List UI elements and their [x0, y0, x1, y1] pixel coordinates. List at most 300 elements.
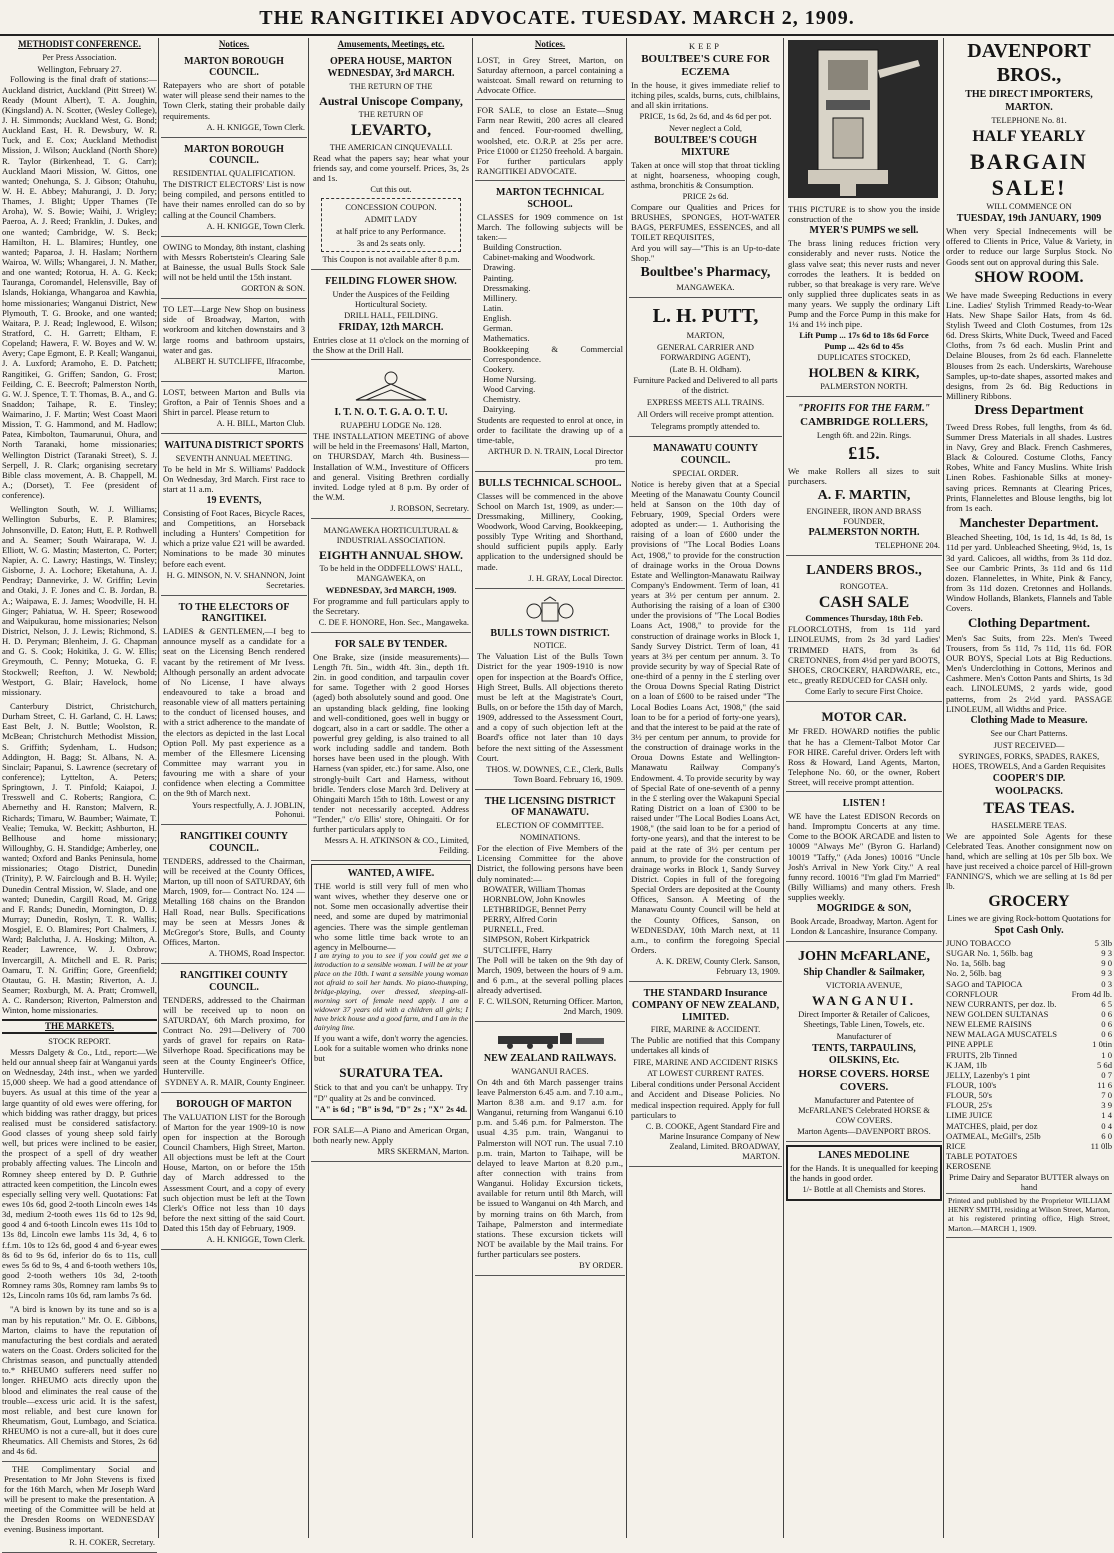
ad-body: Stick to that and you can't be unhappy. Try "D" quality at 2s and be convinced.: [314, 1082, 468, 1103]
grocery-item-price: 11 0lb: [1090, 1140, 1112, 1151]
ad-body: In the house, it gives immediate relief to itching piles, scalds, burns, cuts, chilblains, and all skin irritations.: [631, 79, 780, 111]
ad-body: Manufacturer of: [836, 1032, 892, 1042]
ad-title: RANGITIKEI COUNTY COUNCIL.: [179, 831, 289, 855]
grocery-item-price: 0 4: [1101, 1120, 1112, 1131]
grocery-item: [946, 1080, 1112, 1090]
ad-price: £15.: [848, 442, 880, 463]
byline: Per Press Association.: [42, 52, 117, 62]
ad-headline: CAMBRIDGE ROLLERS,: [800, 415, 928, 428]
ad-feilding-flower-show: [311, 273, 471, 361]
ad-title: MANGAWEKA HORTICULTURAL & INDUSTRIAL ASSOCIATION.: [323, 526, 459, 545]
ad-never: Never neglect a Cold,: [668, 124, 743, 134]
ad-body: WE have the Latest EDISON Records on hand. Impromptu Concerts at any time. Come to the BOOK ARCADE and listen to 10009 "Always Me" (Byron G. Harland) 10019 "Taffy," (Ada Jones) 10016 "Uncle Josh's Arrival in New York City." A real funny record. 10016 "I'm glad I'm Married" (Billy Williams) and many others. Fresh supplies weekly.: [788, 811, 940, 903]
ad-body: Entries close at 11 o'clock on the morning of the Show at the Drill Hall.: [313, 335, 469, 356]
ad-subtitle: THE RETURN OF: [358, 110, 424, 120]
ad-standard-insurance: [629, 985, 782, 1167]
teas-sub: HASELMERE TEAS.: [991, 820, 1067, 830]
ad-events: 19 EVENTS,: [206, 495, 262, 507]
ad-title: FOR SALE BY TENDER.: [334, 639, 448, 651]
grocery-item-name: OATMEAL, McGill's, 25lb: [946, 1130, 1041, 1141]
ad-waituna-sports: [161, 437, 307, 596]
ad-headline: HOLBEN & KIRK,: [808, 364, 920, 380]
ad-subtitle: Length 6ft. and 22in. Rings.: [816, 430, 912, 440]
grocery-item-price: 9 3: [1101, 948, 1112, 959]
ad-place: RONGOTEA.: [839, 581, 889, 591]
ad-subtitle: FIRE, MARINE & ACCIDENT.: [650, 1025, 761, 1035]
markets-heading: THE MARKETS.: [2, 1019, 157, 1034]
ad-subtitle: SEVENTH ANNUAL MEETING.: [175, 453, 293, 463]
ad-date: WEDNESDAY, 3rd MARCH, 1909.: [325, 584, 457, 595]
subject-item: Painting.: [483, 272, 514, 283]
ad-subtitle: RESIDENTIAL QUALIFICATION.: [172, 169, 296, 179]
ad-body: To be held in Mr S. Williams' Paddock On Wednesday, 3rd March. First race to start at 11 a.m.: [163, 463, 305, 494]
ad-subtitle: DUPLICATES STOCKED,: [817, 352, 911, 362]
grocery-item: [946, 1121, 1112, 1131]
subject-item: Chemistry.: [483, 394, 521, 405]
ad-myers-pumps: [786, 38, 942, 397]
ad-title: BULLS TOWN DISTRICT.: [490, 627, 610, 639]
grocery-item-price: 5 3lb: [1094, 938, 1112, 949]
grocery-item-price: 0 6: [1101, 1009, 1112, 1020]
ad-title: I. T. N. O. T. G. A. O. T. U.: [334, 407, 448, 419]
clothing-body: Men's Sac Suits, from 22s. Men's Tweed Trousers, from 5s 11d, 7s 11d, 11s 6d. FOR OUR BOYS, Special Lots at Big Reductions. Men's Underclothing in Cottons, Merinos and Cashmere. Men's Cotton Pants and Shirts, 1s 3d each. LINOLEUMS, 2 yards wide, good patterns, from 2s 2½d yard. PASSAGE LINOLEUM, all Widths and Price.: [946, 632, 1112, 714]
ad-body: THIS PICTURE is to show you the inside construction of the: [788, 204, 940, 225]
ad-prices: Lift Pump ... 17s 6d to 18s 6d Force Pump ... 42s 6d to 45s: [799, 330, 929, 351]
ad-signature: SYDNEY A. R. MAIR, County Engineer.: [165, 1077, 305, 1087]
column-4: [475, 38, 625, 1538]
imprint-text: Printed and published by the Proprietor WILLIAM HENRY SMITH, residing at Wilson Street, Marton, at his registered printing office, High Street, Marton.—MARCH 1, 1909.: [948, 1196, 1110, 1233]
ad-edison-records: [786, 795, 942, 942]
ad-title: BULLS TECHNICAL SCHOOL.: [478, 477, 622, 489]
ad-body: Read what the papers say; hear what your friends say, and come yourself. Prices, 3s, 2s and 1s.: [313, 152, 469, 184]
ad-borough-valuation: [161, 1096, 307, 1250]
grocery-item: [946, 1009, 1112, 1019]
ad-body: Manufacturer and Patentee of McFARLANE'S Celebrated HORSE & COW COVERS.: [798, 1095, 930, 1125]
ad-headline: L. H. PUTT,: [652, 305, 759, 328]
ad-wanted-a-wife: [311, 864, 471, 1120]
ad-electors-rangitikei: [161, 599, 307, 826]
ad-place: PALMERSTON NORTH.: [820, 382, 908, 391]
ad-headline: EIGHTH ANNUAL SHOW.: [319, 547, 463, 562]
ad-body: FOR SALE—A Piano and American Organ, both nearly new. Apply: [313, 1124, 469, 1145]
ad-headline: A. F. MARTIN,: [817, 488, 911, 504]
ad-subtitle: GENERAL CARRIER AND FORWARDING AGENT),: [657, 342, 754, 362]
ad-subtitle: THE RETURN OF THE: [349, 82, 433, 92]
ad-title: LISTEN !: [842, 798, 886, 810]
davenport-title: DAVENPORT BROS.,: [967, 40, 1091, 86]
ad-stock-sale: [161, 240, 307, 299]
ad-marton-technical: [475, 184, 625, 472]
column-6: [786, 38, 942, 1538]
ad-title: MARTON BOROUGH COUNCIL.: [184, 55, 284, 79]
manchester-heading: Manchester Department.: [959, 514, 1099, 530]
grocery-item: [946, 1090, 1112, 1100]
rheumo-notice: "A bird is known by its tune and so is a man by his reputation." Mr. O. E. Gibbons, Marton, claims to have the reputation of manufacturing the best cordials and aerated waters on the Coast. Orders solicited for the Christmas season, and punctually attended to.* RHEUMO sufferers need suffer no longer. RHEUMO acts directly upon the blood and eliminates the real cause of the trouble—excess uric acid. It is the safest, most reliable, and best cure known for Rheumatism, Gout, Lumbago, and Sciatica. RHEUMO is not a cure-all, but it does cure Rheumatics. All Chemists and Stores, 2s 6d and 4s 6d.: [2, 1304, 157, 1457]
ad-title: FEILDING FLOWER SHOW.: [325, 275, 457, 287]
ad-body: THE world is still very full of men who want wives, whether they deserve one or not. Some men occasionally advertise their need, and some are duped by matrimonial agencies. There was the simple gentleman who some little time back wrote to an agency in Melbourne—: [314, 881, 468, 952]
ad-marton-electors: [161, 141, 307, 237]
ad-body: TENDERS, addressed to the Chairman, will be received at the County Offices, Marton, up till noon of SATURDAY, 6th March, 1909, for— Contract No. 124 — Metalling 168 chains on the Brandon Hall Road, near Bulls. Specifications may be seen at Messrs Jones & McGregor's Store, Bulls, and County Offices, Marton.: [163, 855, 305, 948]
ad-lh-putt: [629, 301, 782, 437]
ad-subtitle: WANGANUI RACES.: [511, 1066, 589, 1076]
grocery-item: [946, 989, 1112, 999]
ad-subtitle: RUAPEHU LODGE No. 128.: [340, 421, 442, 431]
woolpacks-heading: WOOLPACKS.: [995, 786, 1063, 798]
ad-body: LADIES & GENTLEMEN,—I beg to announce myself as a candidate for a seat on the Licensing Bench rendered vacant by the retirement of Mr Ivess. Although personally an ardent advocate of No License, I have always endeavoured to take a broad and reasonable view of all matters pertaining to the conduct of licensed houses, and with a strict adherence to the mandate of the electors as depicted in the last Local Option Poll. My past experience as a member of the Ellesmere Licensing Committee may warrant you in favouring me with a share of your confidence when electing a Committee on the 9th of March next.: [163, 626, 305, 799]
ad-headline: CASH SALE: [818, 593, 910, 611]
received-heading: JUST RECEIVED—: [993, 740, 1065, 750]
ad-boultbee-pharmacy: [629, 38, 782, 298]
teas-body: We are appointed Sole Agents for these Celebrated Teas. Another consignment now on hand, which are selling at 10s per 5lb box. We have just received a choice parcel of Hill-grown FANNING'S, which we are selling at 1s 8d per lb.: [946, 830, 1112, 892]
ad-body: For programme and full particulars apply to the Secretary.: [313, 595, 469, 617]
ad-subtitle: NOMINATIONS.: [519, 833, 581, 843]
subject-list: [477, 242, 623, 414]
grocery-item: [946, 1019, 1112, 1029]
ad-signature: C. DE F. HONORE, Hon. Sec., Mangaweka.: [318, 618, 469, 628]
ad-body: Compare our Qualities and Prices for BRUSHES, SPONGES, HOT-WATER BAGS, PERFUMES, ESSENCES, and all TOILET REQUISITES,: [631, 202, 780, 243]
ad-title: MARTON TECHNICAL SCHOOL.: [496, 187, 604, 210]
ad-title: BOROUGH OF MARTON: [176, 1098, 292, 1110]
ad-signature: BY ORDER.: [579, 1261, 623, 1271]
column-7: [946, 38, 1112, 1538]
column-5: [629, 38, 782, 1538]
grocery-item-name: SUGAR No. 1, 56lb. bag: [946, 948, 1033, 959]
grocery-item: [946, 979, 1112, 989]
ad-subtitle: (Late B. H. Oldham).: [669, 364, 742, 374]
notices-heading: Notices.: [218, 39, 250, 49]
coupon-line: ADMIT LADY: [364, 215, 418, 225]
grocery-item-name: No. 1a, 56lb. bag: [946, 958, 1006, 969]
grocery-item-price: 1 0tin: [1092, 1039, 1112, 1050]
pump-illustration-icon: [788, 40, 938, 198]
grocery-item-price: 0 6: [1101, 1029, 1112, 1040]
ad-headline: JOHN McFARLANE,: [798, 948, 930, 964]
dateline: Wellington, February 27.: [37, 64, 122, 74]
ad-subtitle: Commences Thursday, 18th Feb.: [805, 614, 923, 624]
ad-title: OPERA HOUSE, MARTON: [330, 55, 452, 67]
imprint: [946, 1193, 1112, 1238]
measure-heading: Clothing Made to Measure.: [970, 714, 1088, 726]
coupon-price: 3s and 2s seats only.: [356, 239, 426, 248]
davenport-telephone: TELEPHONE No. 81.: [991, 115, 1067, 125]
ad-title: TO THE ELECTORS OF RANGITIKEI.: [178, 601, 290, 625]
ad-ruapehu-lodge: [311, 363, 471, 519]
ad-body: CLASSES for 1909 commence on 1st March. The following subjects will be taken:—: [477, 211, 623, 243]
coat-of-arms-icon: [520, 597, 580, 625]
ad-body: Classes will be commenced in the above School on March 1st, 1909, as under:—Dressmaking, Millinery, Cooking, Woodwork, Wood Carving, Bookkeeping, possibly Type Writing and Shorthand, should sufficient pupils apply. Early application to the undersigned should be made.: [477, 490, 623, 572]
davenport-place: MARTON.: [1005, 101, 1053, 113]
grocery-item-name: FLOUR, 50's: [946, 1090, 992, 1101]
clothing-heading: Clothing Department.: [967, 615, 1091, 631]
subject-item: Millinery.: [483, 292, 518, 303]
subject-item: Mathematics.: [483, 333, 530, 344]
grocery-item-name: CORNFLOUR: [946, 988, 999, 999]
ad-place: PALMERSTON NORTH.: [808, 527, 920, 539]
manchester-body: Bleached Sheeting, 10d, 1s 1d, 1s 4d, 1s 8d, 1s 11d per yard. Unbleached Sheeting, 9½d, 1s, 1s 3d yard. Calicoes, all widths, from 3s 11d doz. See our Cambric Prints, 3s 11d and 6s 11d dozen. Flannelettes, in White, Pink & Fancy, from 3s 11d dozen. Cretonnes and Hollands. Window Hollands, Blankets, Flannels and Table Covers.: [946, 532, 1112, 614]
grocery-item-price: 5 6d: [1096, 1059, 1112, 1070]
ad-place: MANGAWEKA.: [676, 283, 735, 293]
ad-body: Liberal conditions under Personal Accident and Accident and Disease Policies. No medical inspection required. Apply for full particulars to: [631, 1079, 780, 1120]
ad-to-let: [161, 302, 307, 382]
ad-bulls-technical: [475, 475, 625, 589]
grocery-item: [946, 1039, 1112, 1049]
grocery-item-price: 6 0: [1101, 1130, 1112, 1141]
ad-subtitle: NOTICE.: [533, 641, 567, 651]
ad-county-tender-2: [161, 967, 307, 1093]
dress-body: Tweed Dress Robes, full lengths, from 4s 6d. Summer Dress Materials in all shades. Lustres in Navy, Grey and Black. French Cashmeres, Black & Coloured. Costume Cloths, Fancy Robes, White and Fancy Muslins. White Irish Linen Robes. Fashionable Silks at money-saving prices. Remnants at Clearing Prices, Prints, Flannelettes and Blouse lengths, big lot from 1s each.: [946, 421, 1112, 513]
ad-body: TENDERS, addressed to the Chairman will be received up to noon on SATURDAY, 6th March proximo, for Contract No. 291—Delivery of 700 yards of gravel for repairs on Rata-Silverhope Road. Specifications may be seen at the County Engineer's Office, Hunterville.: [163, 994, 305, 1076]
grocery-item-price: 3 9: [1101, 1100, 1112, 1111]
ad-lost-shoes: [161, 385, 307, 434]
grocery-item-name: PINE APPLE: [946, 1039, 994, 1050]
ad-body: LOST, between Marton and Bulls via Grofton, a Pair of Tennis Shoes and a Shirt in parcel. Please return to: [163, 386, 305, 417]
ad-manawatu-county: [629, 440, 782, 982]
ad-title: THE STANDARD Insurance COMPANY OF NEW ZEALAND, LIMITED.: [631, 987, 780, 1023]
ad-signature: Messrs A. H. ATKINSON & CO., Limited, Feilding.: [324, 836, 469, 856]
grocery-item: [946, 999, 1112, 1009]
grocery-item-name: MATCHES, plaid, per doz: [946, 1120, 1038, 1131]
ad-title: TENTS, TARPAULINS, OILSKINS, Etc.: [812, 1043, 916, 1066]
masthead-title: THE RANGITIKEI ADVOCATE. TUESDAY. MARCH 2, 1909.: [259, 7, 855, 29]
grocery-item-name: FLOUR, 25's: [946, 1100, 992, 1111]
ad-place: WANGANUI.: [812, 993, 916, 1009]
ad-headline: Boultbee's Pharmacy,: [640, 264, 771, 280]
masonic-emblem-icon: [346, 368, 436, 404]
ad-body: Notice is hereby given that at a Special Meeting of the Manawatu County Council held at Sanson on the 10th day of February, 1909, Special Orders were adopted as under:— 1. Authorising the raising of a loan of £600 under the provisions of "The Local Bodies Loans Act, 1908," to provide for the construction of drainage works in the Oroua Downs Estate and Wellington-Manawatu Railway Company's Endowment. Term of loan, 41 years at 3½ per centum per annum. 2. Authorising the raising of a loan of £300 under the provisions of "The Local Bodies Loans Act, 1908," to provide for the construction of drainage works in Block 1, Sandy Survey District. Term of loan, 41 years at 3½ per centum per annum. 3. To provide security by way of Special Rate of one-third of a penny in the £ sterling over the Oroua Downs Special Rating District on a loan of £600 to be raised under "The Local Bodies Loans Act, 1908," (the said loan to be for a period of forty-one years), and that the interest to be paid at the rate of 3½ per centum per annum, to provide for the construction of drainage works in the Oroua Downs Estate and Wellington-Manawatu Railway Company's Endowment. 4. To provide security by way of Special Rate of one-seventh of a penny in the £ sterling over the Wakapuni Special Rating District on a loan of £300 to be raised under "The Local Bodies Loans Act, 1908," (the said loan to be for a period of forty-one years), and that the interest to be paid at the rate of 3½ per centum per annum, to provide for the construction of drainage works in Block 1, Sandy Survey District. Copies in full of the foregoing Special Orders are deposited at the County Offices, Sanson. A Meeting of the Manawatu County Council will be held at the County Offices, Sanson, on WEDNESDAY, 10th March next, at 11 a.m., to confirm the foregoing Special Orders.: [631, 478, 780, 955]
subject-item: Building Construction.: [483, 242, 562, 253]
ad-title: NEW ZEALAND RAILWAYS.: [483, 1053, 617, 1065]
ad-body: The Valuation List of the Bulls Town District for the year 1909-1910 is now open for inspection at the Board's Office, High Street, Bulls. All objections thereto must be left at the Magistrate's Court, Bulls, on or before the 15th day of March, 1909, addressed to the Assessment Court, and a copy of such objection left at the Board's office not later than 10 days before the next sitting of the Assessment Court.: [477, 651, 623, 763]
ad-lost-waistcoat: [475, 53, 625, 101]
ad-nz-railways: [475, 1025, 625, 1276]
ad-subtitle: VICTORIA AVENUE,: [825, 981, 903, 991]
ad-subtitle: ELECTION OF COMMITTEE.: [496, 821, 604, 831]
ad-body: The Public are notified that this Company undertakes all kinds of: [631, 1035, 780, 1056]
column-3: [311, 38, 471, 1538]
grocery-item-name: NEW GOLDEN SULTANAS: [946, 1009, 1049, 1020]
ad-title: BOULTBEE'S CURE FOR ECZEMA: [641, 52, 770, 78]
ad-motor-car: [786, 705, 942, 792]
subject-item: Drawing.: [483, 262, 516, 273]
ad-signature: J. ROBSON, Secretary.: [390, 504, 469, 514]
ad-title: MYER'S PUMPS we sell.: [809, 225, 919, 237]
grocery-item-price: 9 3: [1101, 968, 1112, 979]
ad-body: Students are requested to enrol at once, in order to facilitate the drawing up of a time-table,: [477, 414, 623, 445]
grocery-item-price: 6 5: [1101, 998, 1112, 1009]
grocery-item-price: 9 0: [1101, 958, 1112, 969]
ad-title: "PROFITS FOR THE FARM.": [797, 402, 931, 414]
ad-body: If you want a wife, don't worry the agencies. Look for a suitable women who drinks none but: [314, 1032, 468, 1063]
ad-body: for the Hands. It is unequalled for keeping the hands in good order.: [790, 1163, 938, 1184]
ad-opera-house: [311, 53, 471, 270]
ad-signature: A. H. BILL, Marton Club.: [216, 419, 305, 429]
social-notice: THE Complimentary Social and Presentation to Mr John Stevens is fixed for the 16th March, when Mr Joseph Ward will be present to make the presentation. A meeting of the Committee will be held at the Dresden Rooms on WEDNESDAY evening. Business important.: [4, 1463, 155, 1535]
stock-heading: STOCK REPORT.: [48, 1036, 111, 1046]
ad-note: This Coupon is not available after 8 p.m.: [322, 254, 460, 264]
ad-mangaweka-show: [311, 522, 471, 633]
davenport-subtitle: THE DIRECT IMPORTERS,: [965, 89, 1093, 101]
grocery-item: [946, 1110, 1112, 1120]
grocery-item: [946, 1161, 1112, 1171]
grocery-body: Lines we are giving Rock-bottom Quotations for: [947, 914, 1111, 924]
ad-body: Under the Auspices of the Feilding Horticultural Society.: [332, 289, 450, 309]
nominee-item: HORNBLOW, John Knowles: [483, 893, 586, 904]
ad-body: Telegrams promptly attended to.: [651, 422, 760, 432]
grocery-item-name: No. 2, 56lb. bag: [946, 968, 1002, 979]
ad-cambridge-rollers: [786, 400, 942, 556]
ad-price: PRICE 2s 6d.: [682, 192, 729, 202]
coupon-title: CONCESSION COUPON.: [345, 203, 437, 213]
column-2: [161, 38, 307, 1538]
ad-signature: H. G. MINSON, N. V. SHANNON, Joint Secretaries.: [166, 570, 305, 590]
commence-line: WILL COMMENCE ON: [986, 202, 1072, 212]
grocery-item-name: KEROSENE: [946, 1161, 991, 1172]
grocery-item: [946, 1100, 1112, 1110]
ad-body: Mr FRED. HOWARD notifies the public that he has a Clement-Talbot Motor Car FOR HIRE. Careful driver. Orders left with Ross & Howard, Land Agents, Marton, Telephone No. 60, or the owner, Robert Street, will receive prompt attention.: [788, 726, 940, 788]
ad-signature: A. H. KNIGGE, Town Clerk.: [206, 1235, 305, 1245]
ad-signature: ARTHUR D. N. TRAIN, Local Director pro tem.: [487, 446, 623, 466]
ad-headline: SURATURA TEA.: [339, 1065, 443, 1081]
subject-item: Latin.: [483, 303, 504, 314]
subject-item: English.: [483, 313, 512, 324]
ad-sale-by-tender: [311, 636, 471, 861]
ad-signature: A. THOMS, Road Inspector.: [208, 949, 305, 959]
ad-body: We make Rollers all sizes to suit purchasers.: [788, 465, 940, 486]
ad-signature: MRS SKERMAN, Marton.: [377, 1147, 469, 1157]
half-yearly-headline: HALF YEARLY: [972, 127, 1086, 145]
grocery-item-name: FLOUR, 100's: [946, 1080, 997, 1091]
ad-body: The VALUATION LIST for the Borough of Marton for the year 1909-10 is now open for inspection at the Borough Council Chambers, High Street, Marton. All objections must be left at the Court House, Marton, on or before the 15th day of March addressed to the Assessment Court, and a copy of every such objection must be left at the Town Clerk's Office not less than 10 days before the next sitting of the said Court. Dated this 15th day of February, 1909.: [163, 1111, 305, 1234]
ad-signature: A. H. KNIGGE, Town Clerk.: [206, 221, 305, 231]
ad-body: Come Early to secure First Choice.: [805, 687, 923, 697]
grocery-item-price: From 4d lb.: [1071, 988, 1112, 999]
ad-body: Taken at once will stop that throat tickling at night, hoarseness, whooping cough, asthma, bronchitis & Consumption.: [631, 159, 780, 190]
subject-item: Wood Carving.: [483, 384, 536, 395]
ad-county-tender-1: [161, 828, 307, 964]
measure-sub: See our Chart Patterns.: [990, 728, 1068, 738]
ad-title: MARTON BOROUGH COUNCIL.: [184, 143, 284, 167]
bargain-sale-headline: BARGAIN SALE!: [970, 148, 1088, 200]
grocery-item-price: 11 6: [1097, 1080, 1112, 1091]
ad-piano-sale: [311, 1123, 471, 1162]
grocery-item: [946, 1029, 1112, 1039]
grocery-item-name: TABLE POTATOES: [946, 1151, 1018, 1162]
grocery-item-name: NEW CURRANTS, per doz. lb.: [946, 998, 1057, 1009]
column-rule: [783, 38, 784, 1538]
coupon-body: at half price to any Performance.: [336, 227, 446, 237]
article-paragraph: Canterbury District, Christchurch, Durham Street, C. H. Garland, C. H. Laws; East Belt, J. N. Buttle; Woolston, R. McBean; Christchurch Methodist Mission, S. Griffith; Sydenham, L. Hudson; Addington, H. Bagg; St. Albans, N. A. Sinclair; Papanui, S. Lawrence (secretary of conference); Lyttelton, A. Peters; Springtown, J. T. Pinfold; Kaiapoi, J. Tresswell and C. Roberts; Rangiora, C. Abernethy and H. Ranston; Malvern, R. Richards; Timaru, W. Baumber; Waimate, T. Vealie; Temuka, W. Beckitt; Ashburton, H. Bellhouse and home missionary; Willoughby, G. H. Standidge; Amberley, one wanted; Oxford and Banks Peninsula, home missionaries; Otago District, Dunedin (Trinity), P. W. Fairclough and B. H. Wyile; Dunedin Central Mission, W. Slade, and one wanted; Dunedin, Cargill Road, M. Grigg and F. Rands; Dunedin, Mornington, D. J. Murray; Dunedin, Roslyn, T. R. Wallis; Mosgiel, E. O. Blamires; Port Chalmers, J. Ward; Balclutha, J. A. Hosking; Milton, A. Reader; Lawrence, W. J. Oxbrow; Invercargill, A. Mitchell and E. R. Paris; Oamaru, T. N. Griffin; Gore, Greenfield; Otautau, G. H. Mastin; Riverton, A. J. Seamer; Roxburgh, M. A. Pratt; Cromwell, A. C. Randerson; Riverton, Palmerston and Winton, home missionaries.: [2, 701, 157, 1016]
ad-body: Direct Importer & Retailer of Calicoes, Sheetings, Table Linen, Towels, etc.: [798, 1010, 930, 1030]
nominee-item: BOWATER, William Thomas: [483, 883, 586, 894]
subject-item: Home Nursing.: [483, 374, 536, 384]
ad-body: Ard you will say—"This is an Up-to-date Shop.": [631, 242, 780, 263]
ad-subtitle: SPECIAL ORDER.: [672, 468, 739, 478]
butter-line: Prime Dairy and Separator BUTTER always on hand: [948, 1173, 1110, 1193]
ad-body: Ratepayers who are short of potable water will please send their names to the Town Clerk, stating their probable daily requirements.: [163, 80, 305, 121]
grocery-item-name: JELLY, Lazenby's 1 pint: [946, 1069, 1031, 1080]
ad-subtitle: FIRE, MARINE AND ACCIDENT RISKS: [633, 1057, 778, 1067]
ad-headline: Austral Uniscope Company,: [319, 94, 463, 109]
conference-heading: METHODIST CONFERENCE.: [18, 39, 141, 49]
ad-headline: LEVARTO,: [350, 122, 432, 140]
article-paragraph: Wellington South, W. J. Williams; Wellington Suburbs, E. P. Blamires; Johnsonville, D. Eaton; Hutt, E. P. Rothwell and A. Seamer; South Wairarapa, W. J. Elliott, W. G. Mastin; Masterton, C. Porter; Napier, A. C. Lawry; Hastings, W. Tinsley; Gisborne, J. A. Lochore; Eketahuna, A. J. Pendray; Dannevirke, J. W. Griffin; Levin and Otaki, J. F. Jones and C. B. Jordan, B. A.; Waipawa, E. J. James; Woodville, H. H. Ginger; Pahiatua, W. H. Speer; Rosewood and Waipukurau, home missionaries; Nelson District, Nelson, J. J. Lewis; Richmond, S. H. D. Peryman; Blenheim, J. G. Chapman and G. S. Cook; Hokitika, J. G. W. Ellis; Greymouth, C. Penny; Motueka, G. F. Stockwell; Reefton, J. W. Newbold; Westport, G. Blair; Havelock, home missionary.: [2, 504, 157, 697]
ad-body: LOST, in Grey Street, Marton, on Saturday afternoon, a parcel containing a waistcoat. Small reward on returning to Advocate Office.: [477, 54, 623, 96]
ad-signature: J. H. GRAY, Local Director.: [528, 573, 623, 583]
ad-title: THE LICENSING DISTRICT OF MANAWATU.: [484, 795, 616, 819]
ad-title: WANTED, A WIFE.: [347, 868, 435, 880]
grocery-item: [946, 938, 1112, 948]
ad-signature: A. H. KNIGGE, Town Clerk.: [206, 122, 305, 132]
ad-signature: THOS. W. DOWNES, C.E., Clerk, Bulls Town Board. February 16, 1909.: [486, 764, 623, 784]
ad-title: WAITUNA DISTRICT SPORTS: [164, 439, 304, 451]
ad-body: FLOORCLOTHS, from 1s 11d yard LINOLEUMS, from 2s 3d yard Ladies' TRIMMED HATS, from 3s 6d CRETONNES, from 4½d per yard BOOTS, SHOES, CROCKERY, HARDWARE, etc., etc., greatly REDUCED for CASH only.: [788, 624, 940, 686]
nominee-list: [477, 884, 623, 955]
coopers-heading: COOPER'S DIP.: [992, 773, 1066, 785]
ad-body: The brass lining reduces friction very considerably and never rusts. Notice the glass valve seat; this never rusts and never corrodes the leathers. It is bedded on rubber, so that breakage is very rare. We've only supplied three duplicates seats in as many years. We supply the ordinary Lift Pump and the Force Pump in this make for 1¼ and 1½ inch pipe.: [788, 238, 940, 330]
subject-item: Dairying.: [483, 404, 516, 415]
grocery-item: [946, 948, 1112, 958]
grocery-item: [946, 1131, 1112, 1141]
ad-body: The DISTRICT ELECTORS' List is now being compiled, and persons entitled to have their names enrolled can do so by calling at the Council Chambers.: [163, 179, 305, 220]
column-rule: [472, 38, 473, 1538]
ad-signature: A. K. DREW, County Clerk. Sanson, February 13, 1909.: [655, 957, 780, 977]
ad-venue: DRILL HALL, FEILDING.: [344, 311, 438, 321]
ad-body: OWING to Monday, 8th instant, clashing with Messrs Robertstein's Clearing Sale at Bainesse, the usual Bulls Stock Sale will not be held until the 15th instant.: [163, 241, 305, 283]
ad-landers-bros: [786, 559, 942, 702]
ad-body: The Poll will be taken on the 9th day of March, 1909, between the hours of 9 a.m. and 6 p.m., at the several polling places already advertised.: [477, 954, 623, 996]
dress-heading: Dress Department: [974, 403, 1084, 419]
ad-body: Book Arcade, Broadway, Marton. Agent for London & Lancashire, Insurance Company.: [790, 917, 938, 937]
ad-headline: LANDERS BROS.,: [806, 563, 922, 579]
grocery-heading: GROCERY: [988, 893, 1070, 911]
ad-subtitle: Ship Chandler & Sailmaker,: [803, 967, 925, 979]
column-rule: [626, 38, 627, 1538]
ad-licensing-district: [475, 793, 625, 1022]
ad-body: On 4th and 6th March passenger trains leave Palmerston 6.45 a.m. and 7.10 a.m., Marton 8.38 a.m. and 9.17 a.m. for Wanganui, returning from Wanganui 6.10 p.m. and 5.46 p.m. for Palmerston. The usual 4.35 p.m. train, Wanganui to Palmerston will NOT run. The usual 7.10 p.m. train, Marton to Taihape, will be delayed to leave Marton at 8.20 p.m., after connection with trains from Wanganui. Holiday Excursion tickets, available for return until 8th March, will be issued to Wanganui on 4th March, and by morning trains on 6th March, from Taihape, Palmerston and intermediate stations. These excursion tickets will NOT be available by the Mail trains. For further particulars see posters.: [477, 1076, 623, 1260]
showroom-body: We have made Sweeping Reductions in every Line. Ladies' Stylish Trimmed Ready-to-Wear Hats. New Shape Sailor Hats, from 4s 6d. Stylish Tweed and Cloth Costumes, from 12s 6d. Dress Skirts, White Duck, Tweed and Faced Cloths, from 7s 6d each. Muslin Print and Delaine Blouses, from 2s 6d each. Flannelette Blouses from 2s each. Underskirts, Warehouse Samples, up-to-date shapes, assorted makes and designs, from 2s 6d. Big Reductions in Millinery Ribbons.: [946, 289, 1112, 402]
article-paragraph: Following is the final draft of stations:—Auckland district, Auckland (Pitt Street) W. Ready (Mount Albert), T. A. Joughin, (Kingsland) A. N. Scotter, (Wesley College), J. H. Simmonds; Auckland West, G. Bond; Auckland East, H. R. Dewsbury, W. R. Tuck, and E. Cox; Auckland Methodist Mission, J. Wilson; Auckland (North Shore) R. Taylor (Birkenhead, T. G. Carr); Auckland Maori Mission, W. Gittos, one wanted; Onehunga, S. J. Gibson; Otahuhu, W. H. E. Abbey; Mahurangi, J. D. Jory; Thames, J. Blight; Upper Thames (Te Aroha), W. S. Bowie; Waihi, J. Wrigley; Paeroa, A. J. Reed; Franklin, J. Dukes, and one wanted; Cambridge, W. S. Beck; Hamilton, H. L. Blamires; Huntley, one wanted; Paparoa, J. H. Haslam; Northern Wairoa, W. Wills; Whangarei, J. N. Mather, and one wanted; Rotorua, H. A. G. Keck; Tauranga, Coromandel, Helensville, Bay of Islands, Hokianga, Whangaroa and Kawhia, home missionaries; Wanganui District, New Plymouth, T. G. Brooke, and one wanted; Waitara, P. J. Read; Inglewood, E. Wilson; Stratford, C. H. Garrett; Eltham, F. Copeland; Hawera, F. W. Boyes and W. W. Avery; Cape Egmont, E. P. Keall; Wanganui, J. A. Luxford; Aramoho, E. D. Patchett; Rangitikei, G. Griffen; Sandon, G. Frost; Feilding, C. E. Beecroft; Palmerston North, G. W. J. Spence, T. T. Thomas, B. A., and G. Snaddon; Taihape, R. E. Tinsley; Waimarino, J. F. Martin; West Coast Maori Mission, T. G. Hammond, and M. Hadlow; Patea, Kimbolton, Taumarunui, Ohura, and North Taranaki, home missionaries; Wellington District (Taranaki Street), S. J. Serpell, J. R. Clark; organising secretary Bible class movement, A. B. Chappell, M. A.; (Dorset), T. Fee (president of conference).: [2, 74, 157, 501]
nominee-item: SUTCLIFFE, Harry: [483, 944, 553, 955]
ad-title: MOTOR CAR.: [821, 709, 907, 725]
ad-headline: HORSE COVERS. HORSE COVERS.: [798, 1067, 930, 1093]
ad-signature: ALBERT H. SUTCLIFFE, Ilfracombe, Marton.: [173, 356, 305, 376]
ad-body: THE INSTALLATION MEETING of above will be held in the Freemasons' Hall, Marton, on THURSDAY, March 4th. Business—Installation of W.M., Investiture of Officers and general. Visiting Brethren cordially invited. Lodge tyled at 8 p.m. By order of the W.M.: [313, 431, 469, 502]
ad-signature: C. B. COOKE, Agent Standard Fire and Marine Insurance Company of New Zealand, Limited. BROADWAY, MARTON.: [645, 1121, 780, 1161]
grocery-item-price: 7 0: [1101, 1090, 1112, 1101]
subject-item: Cabinet-making and Woodwork.: [483, 252, 596, 263]
grocery-item-name: RICE: [946, 1140, 966, 1151]
social-signature: R. H. COKER, Secretary.: [69, 1538, 155, 1548]
column-rule: [308, 38, 309, 1538]
ad-body: Marton Agents—DAVENPORT BROS.: [797, 1127, 931, 1137]
ad-body: Consisting of Foot Races, Bicycle Races, and Competitions, an Horseback including a Hunters' Competition for which a prize value £21 will be awarded. Nominations to be made 30 minutes before each event.: [163, 507, 306, 569]
grocery-item-price: 0 3: [1101, 978, 1112, 989]
grocery-item-name: JUNO TOBACCO: [946, 938, 1011, 949]
ad-subtitle: THE AMERICAN CINQUEVALLI.: [329, 143, 453, 153]
grocery-item: [946, 1050, 1112, 1060]
ad-body: Furniture Packed and Delivered to all parts of the district.: [633, 376, 778, 396]
column-1: [2, 38, 157, 1548]
grocery-item: [946, 1060, 1112, 1070]
grocery-item: [946, 968, 1112, 978]
market-paragraph: Messrs Dalgety & Co., Ltd., report:—We held our annual sheep fair at Wanganui yards on Wednesday, 24th inst., when we yarded 15,000 sheep. We had a good attendance of buyers. As usual at this time of the year a large quantity of old ewes were offering, for which bidding was rather draggy, but prices realised must be considered satisfactory. Good classes of young sheep sold fairly well, but prices were inclined to be easier, the prospect of a spell of dry weather probably affecting values. The Lincoln and Romney sheep entered by D. P. Guthrie attracted keen competition, the Lincoln ewes especially selling very well. Quotations: Fat ewes 10s 6d, good 2-tooth Lincoln ewes 14s 3d, medium 2-tooth ewes 11s 6d to 12s 9d, good 4 and 6-tooth Lincoln ewes 11s 10d to 13s 8d, Lincoln ewe lambs 11s 3d, 4, 6 to f.f.m. 10s to 12s 6d, good 4 and 6-year ewes 8s 6d to 9s 6d, inferior do 6s to 11s, cull ewes 5s 6d to 9s, 4 and 6-tooth wethers 10s, good 2-tooth wethers 10s 3d, 2-tooth Romney rams 30s, Romney ram lambs 9s to 12s, Lincoln rams 10s 6d, ram lambs 7s 6d.: [2, 1046, 157, 1301]
grocery-item-name: K JAM, 1lb: [946, 1059, 987, 1070]
grocery-item-price: 1 0: [1101, 1049, 1112, 1060]
grocery-item: [946, 1141, 1112, 1151]
column-rule: [943, 38, 944, 1538]
ad-keep: KEEP: [689, 42, 722, 51]
column-rule: [158, 38, 159, 1538]
